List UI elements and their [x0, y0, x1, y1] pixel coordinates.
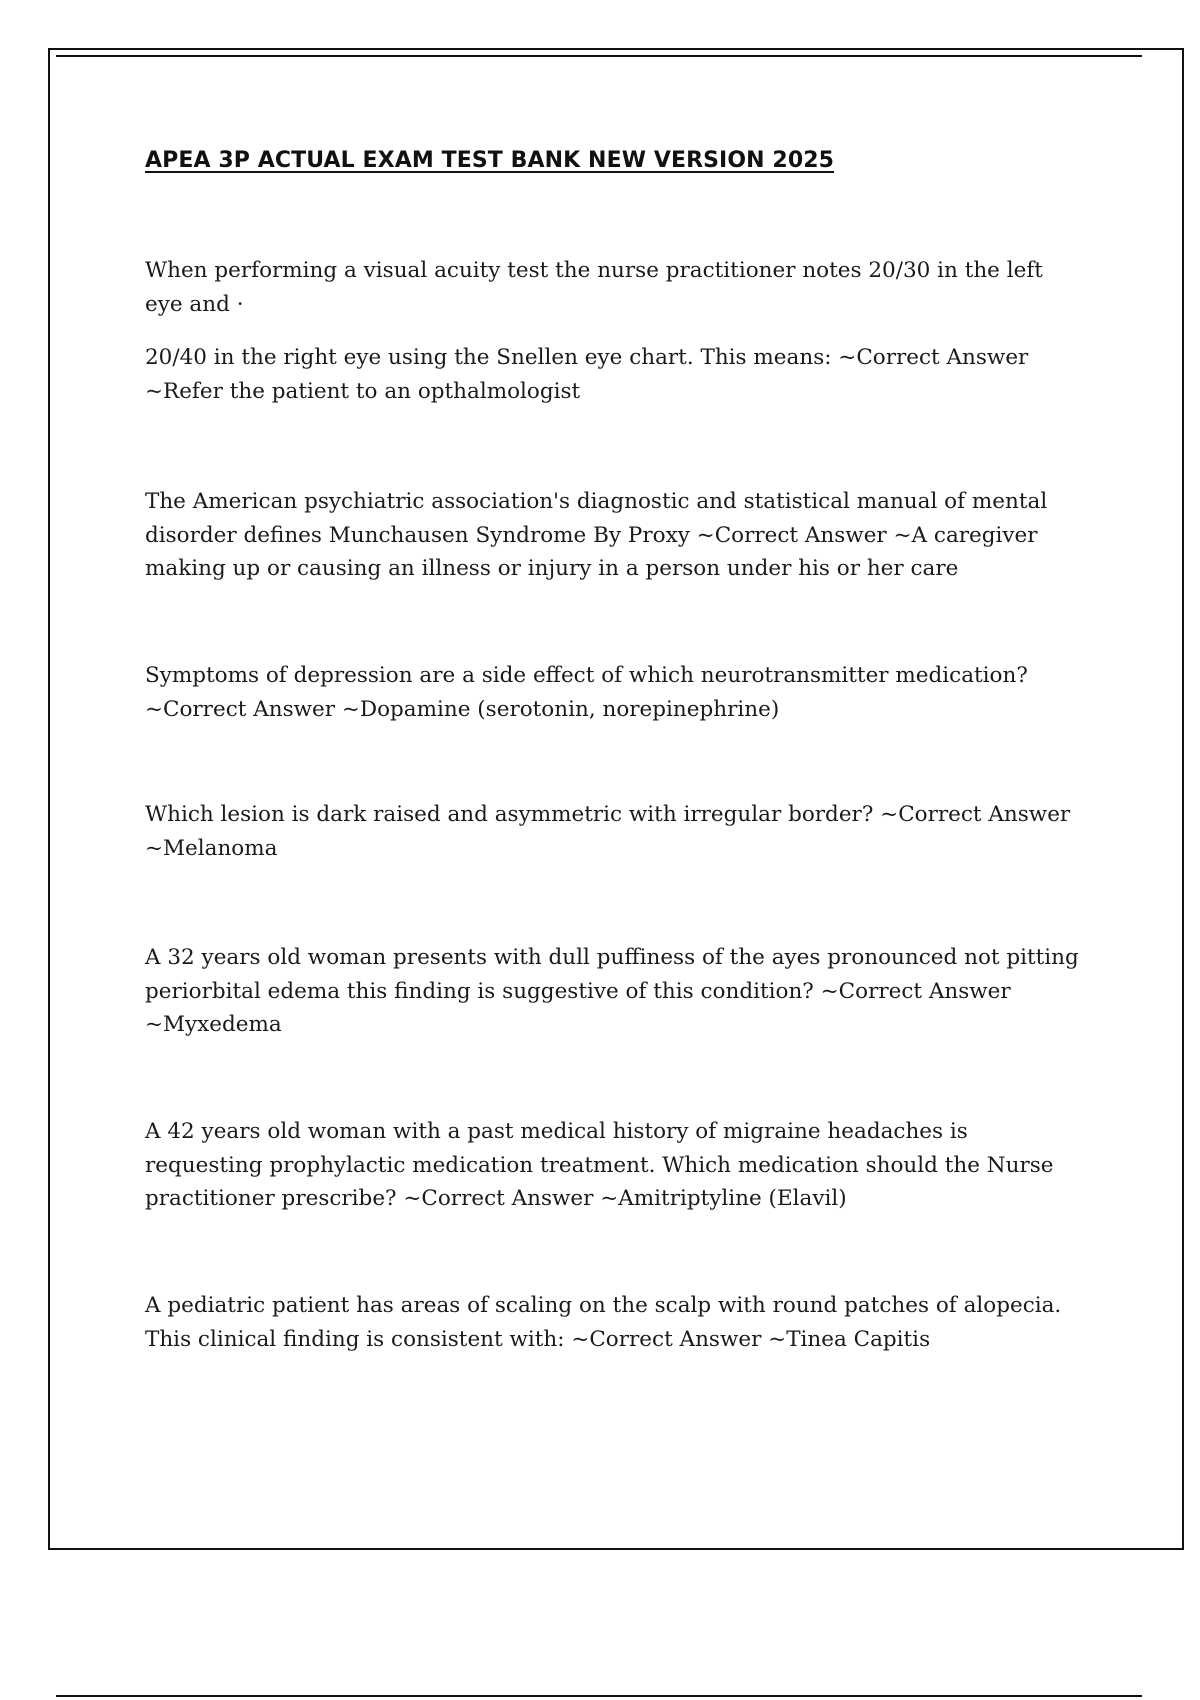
top-rule-divider — [56, 55, 1142, 57]
qa-item-3-text: Symptoms of depression are a side effect of which neurotransmitter medication? ~Correct Answer ~Dopamine (serotonin, norepinephrine) — [145, 663, 1028, 722]
qa-item-6-text: A 42 years old woman with a past medical history of migraine headaches is requesting prophylactic medication treatment. Which medication should the Nurse practitioner prescribe? ~Correct Answer ~Amitriptyline (Elavil) — [145, 1119, 1054, 1211]
document-title: APEA 3P ACTUAL EXAM TEST BANK NEW VERSION 2025 — [145, 148, 835, 173]
qa-item-1-answer: 20/40 in the right eye using the Snellen eye chart. This means: ~Correct Answer ~Refer the patient to an opthalmologist — [145, 345, 1029, 404]
qa-item-4 — [145, 798, 1080, 865]
qa-item-5-text: A 32 years old woman presents with dull puffiness of the ayes pronounced not pitting periorbital edema this finding is suggestive of this condition? ~Correct Answer ~Myxedema — [145, 945, 1079, 1037]
qa-item-5 — [145, 941, 1080, 1042]
qa-item-3 — [145, 659, 1080, 726]
qa-item-4-text: Which lesion is dark raised and asymmetric with irregular border? ~Correct Answer ~Melanoma — [145, 802, 1071, 861]
bottom-rule-divider — [56, 1695, 1142, 1697]
qa-item-1 — [145, 254, 1080, 408]
qa-item-2 — [145, 485, 1080, 586]
qa-item-7 — [145, 1289, 1080, 1356]
qa-item-2-text: The American psychiatric association's diagnostic and statistical manual of mental disorder defines Munchausen Syndrome By Proxy ~Correct Answer ~A caregiver making up or causing an illness or injury in a person under his or her care — [145, 489, 1048, 581]
qa-item-7-text: A pediatric patient has areas of scaling on the scalp with round patches of alopecia. This clinical finding is consistent with: ~Correct Answer ~Tinea Capitis — [145, 1293, 1062, 1352]
qa-item-1-question: When performing a visual acuity test the nurse practitioner notes 20/30 in the left eye and · — [145, 258, 1043, 317]
qa-item-6 — [145, 1115, 1080, 1216]
